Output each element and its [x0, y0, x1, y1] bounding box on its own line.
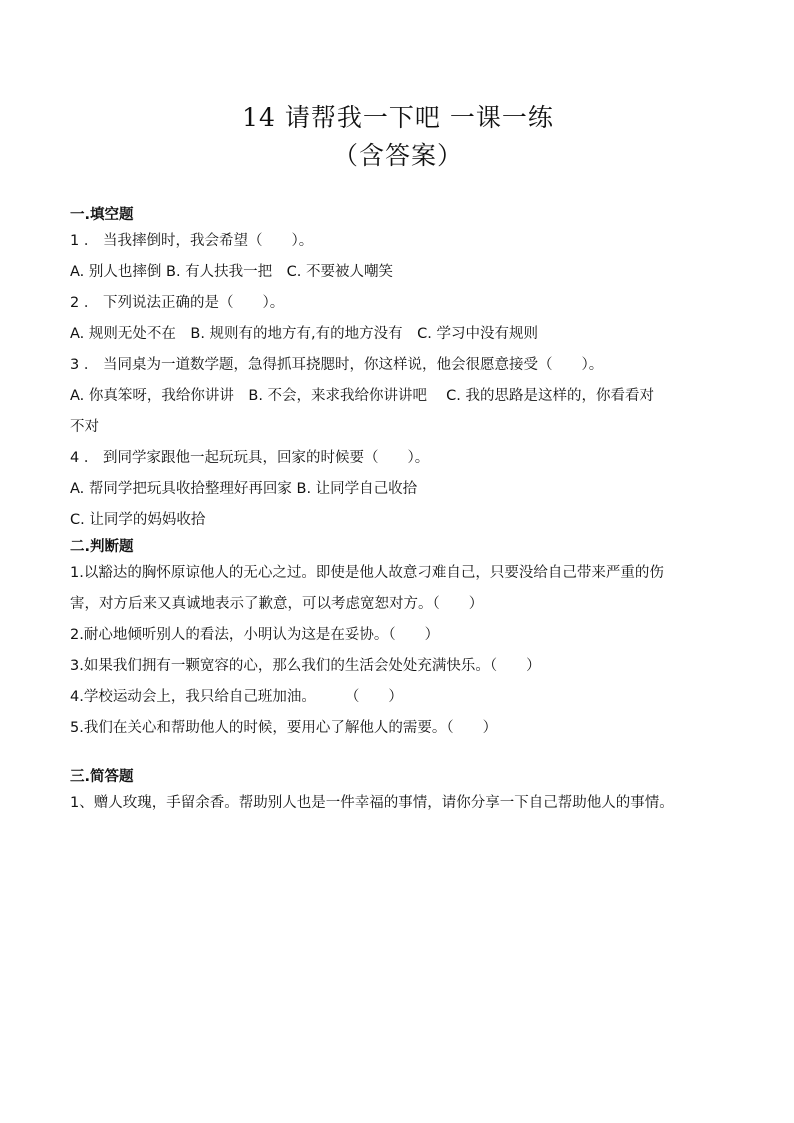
question-1: [70, 226, 726, 288]
judgment-text-continued: 害，对方后来又真诚地表示了歉意，可以考虑宽恕对方。（ ）: [70, 596, 484, 612]
judgment-1: [70, 558, 726, 620]
section-fill-in-blank: [70, 204, 726, 536]
question-options: A. 帮同学把玩具收拾整理好再回家 B. 让同学自己收拾: [70, 481, 418, 497]
section-heading-true-false: 二.判断题: [70, 539, 134, 555]
document-title: 14 请帮我一下吧 一课一练: [242, 103, 554, 132]
judgment-2: 2.耐心地倾听别人的看法，小明认为这是在妥协。（ ）: [70, 627, 440, 643]
question-options-continued: 不对: [70, 419, 99, 435]
question-4: [70, 443, 726, 536]
question-text: 2 ． 下列说法正确的是（ ）。: [70, 295, 285, 311]
judgment-4: 4.学校运动会上，我只给自己班加油。 （ ）: [70, 689, 403, 705]
question-options: A. 别人也摔倒 B. 有人扶我一把 C. 不要被人嘲笑: [70, 264, 393, 280]
section-short-answer: [70, 766, 726, 819]
judgment-text: 1.以豁达的胸怀原谅他人的无心之过。即使是他人故意刁难自己，只要没给自己带来严重的伤: [70, 565, 664, 581]
section-heading-short-answer: 三.简答题: [70, 769, 134, 785]
question-text: 3 ． 当同桌为一道数学题，急得抓耳挠腮时，你这样说，他会很愿意接受（ ）。: [70, 357, 604, 373]
judgment-5: 5.我们在关心和帮助他人的时候，要用心了解他人的需要。（ ）: [70, 720, 498, 736]
question-text: 1 ． 当我摔倒时，我会希望（ ）。: [70, 233, 314, 249]
section-true-false: [70, 536, 726, 744]
question-options: A. 规则无处不在 B. 规则有的地方有,有的地方没有 C. 学习中没有规则: [70, 326, 538, 342]
question-2: [70, 288, 726, 350]
document-subtitle: （含答案）: [332, 141, 463, 170]
question-3: [70, 350, 726, 443]
question-options-continued: C. 让同学的妈妈收拾: [70, 512, 206, 528]
question-options: A. 你真笨呀，我给你讲讲 B. 不会，来求我给你讲讲吧 C. 我的思路是这样的，你看看对: [70, 388, 654, 404]
title-spacer: [70, 174, 726, 204]
section-spacer: [70, 744, 726, 766]
section-heading-fill-in-blank: 一.填空题: [70, 207, 134, 223]
short-answer-1: 1、赠人玫瑰，手留余香。帮助别人也是一件幸福的事情，请你分享一下自己帮助他人的事情。: [70, 795, 674, 811]
question-text: 4 ． 到同学家跟他一起玩玩具，回家的时候要（ ）。: [70, 450, 430, 466]
judgment-3: 3.如果我们拥有一颗宽容的心，那么我们的生活会处处充满快乐。（ ）: [70, 658, 541, 674]
